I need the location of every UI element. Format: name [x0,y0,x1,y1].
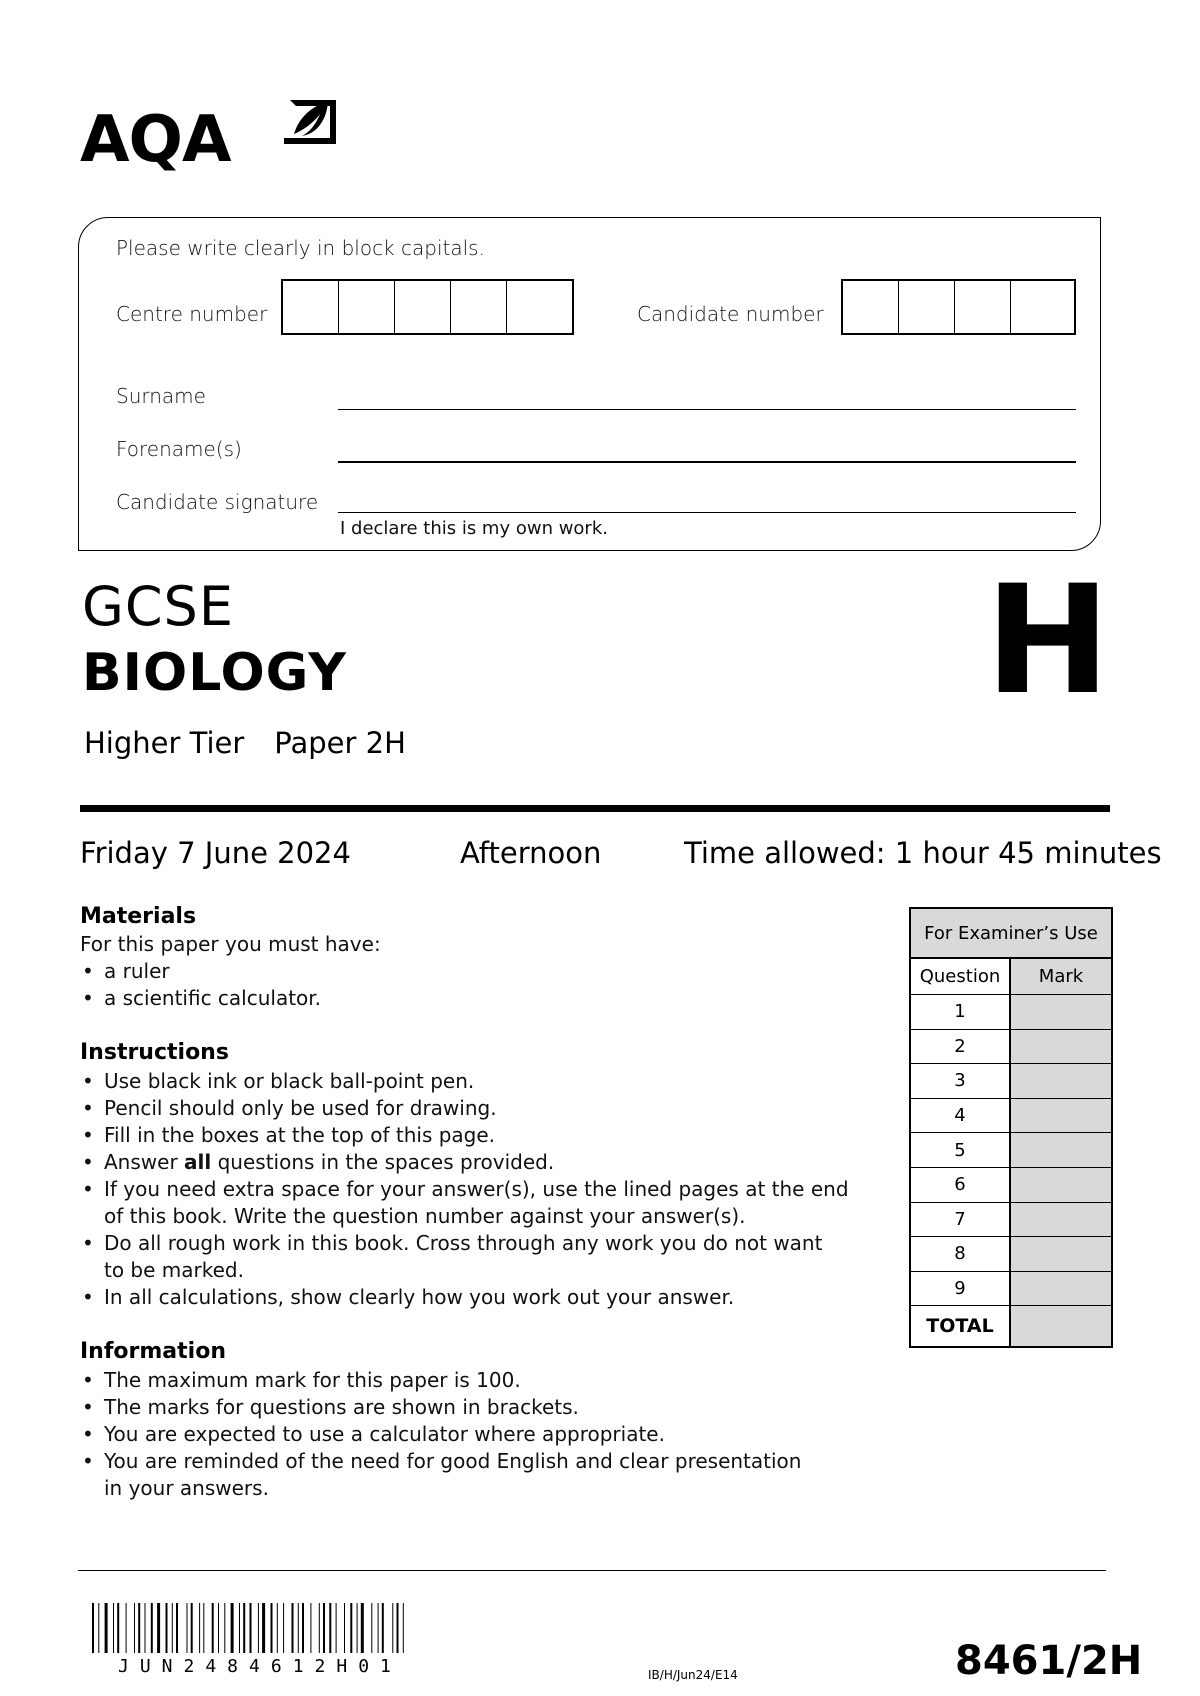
mark-cell [1011,1030,1111,1064]
list-item: • The marks for questions are shown in brackets. [80,1394,820,1421]
answer-rest: questions in the spaces provided. [217,1150,555,1174]
centre-digit-box[interactable] [395,281,451,333]
centre-digit-box[interactable] [339,281,395,333]
answer-emphasis: all [184,1150,212,1174]
mark-cell [1011,1237,1111,1271]
centre-number-label: Centre number [116,302,268,326]
mark-cell [1011,1099,1111,1133]
table-row [911,1272,1111,1307]
list-item: • Use black ink or black ball-point pen. [80,1068,870,1095]
table-row [911,1064,1111,1099]
question-number: 5 [911,1133,1011,1167]
list-item: • Pencil should only be used for drawing. [80,1095,870,1122]
mark-cell [1011,1272,1111,1306]
surname-label: Surname [116,384,206,408]
total-label: TOTAL [911,1306,1011,1346]
mark-cell [1011,995,1111,1029]
forenames-label: Forename(s) [116,437,242,461]
materials-heading: Materials [80,904,197,929]
aqa-leaf-icon [280,94,340,152]
exam-date: Friday 7 June 2024 [80,836,351,870]
barcode-icon [92,1603,504,1653]
time-allowed: Time allowed: 1 hour 45 minutes [684,836,1162,870]
table-row [911,995,1111,1030]
candidate-digit-box[interactable] [1011,281,1067,333]
surname-line[interactable] [338,409,1076,410]
candidate-digit-box[interactable] [899,281,955,333]
list-item: • If you need extra space for your answer(s), use the lined pages at the end of this book. Write the question number against your answer(s). [80,1176,870,1230]
candidate-digit-box[interactable] [955,281,1011,333]
table-row [911,1168,1111,1203]
declaration-text: I declare this is my own work. [340,518,608,539]
tier-letter: H [985,554,1111,728]
list-item: • Do all rough work in this book. Cross through any work you do not want to be marked. [80,1230,870,1284]
information-list [80,1367,820,1502]
instructions-list [80,1068,870,1311]
tier-paper [84,726,406,760]
table-row [911,1030,1111,1065]
question-number: 4 [911,1099,1011,1133]
list-item: • In all calculations, show clearly how you work out your answer. [80,1284,870,1311]
aqa-logo [80,90,350,190]
mark-cell [1011,1064,1111,1098]
document-reference: IB/H/Jun24/E14 [648,1668,738,1682]
table-row [911,1133,1111,1168]
centre-number-boxes[interactable] [281,279,574,335]
mark-cell [1011,1168,1111,1202]
list-item: • a scientific calculator. [80,985,860,1012]
table-row [911,1099,1111,1134]
mark-cell [1011,1203,1111,1237]
paper-label: Paper 2H [274,726,406,760]
list-item: • Fill in the boxes at the top of this page. [80,1122,870,1149]
examiner-use-table [909,907,1113,1348]
candidate-number-label: Candidate number [637,302,824,326]
question-number: 7 [911,1203,1011,1237]
title-divider [80,805,1110,812]
qualification-title: GCSE [82,575,234,638]
list-item: • You are reminded of the need for good English and clear presentation in your answers. [80,1448,820,1502]
materials-list [80,958,860,1012]
instructions-heading: Instructions [80,1040,229,1065]
mark-column-header: Mark [1038,966,1084,987]
tier-label: Higher Tier [84,726,245,760]
total-mark-cell [1011,1306,1111,1346]
list-item: • You are expected to use a calculator where appropriate. [80,1421,820,1448]
mark-cell [1011,1133,1111,1167]
list-item: • The maximum mark for this paper is 100. [80,1367,820,1394]
examiner-table-title: For Examiner’s Use [911,909,1111,959]
logo-text: AQA [80,103,231,177]
exam-session: Afternoon [460,836,602,870]
question-number: 2 [911,1030,1011,1064]
total-row [911,1306,1111,1346]
centre-digit-box[interactable] [451,281,507,333]
forenames-line[interactable] [338,461,1076,463]
barcode-number: JUN2484612H01 [118,1656,402,1677]
materials-intro: For this paper you must have: [80,932,381,956]
paper-code: 8461/2H [955,1638,1143,1684]
footer-divider [78,1570,1106,1571]
question-number: 6 [911,1168,1011,1202]
table-row [911,1203,1111,1238]
centre-digit-box[interactable] [507,281,563,333]
signature-label: Candidate signature [116,490,319,514]
candidate-number-boxes[interactable] [841,279,1076,335]
list-item: • a ruler [80,958,860,985]
list-item [80,1149,870,1176]
signature-line[interactable] [338,512,1076,513]
examiner-table-header [911,959,1111,995]
information-heading: Information [80,1339,226,1364]
answer-prefix: Answer [104,1150,185,1174]
table-row [911,1237,1111,1272]
subject-title: BIOLOGY [82,643,347,703]
question-number: 3 [911,1064,1011,1098]
question-number: 9 [911,1272,1011,1306]
question-number: 1 [911,995,1011,1029]
centre-digit-box[interactable] [283,281,339,333]
candidate-digit-box[interactable] [843,281,899,333]
question-number: 8 [911,1237,1011,1271]
block-capitals-instruction: Please write clearly in block capitals. [116,236,485,260]
question-column-header: Question [911,959,1011,994]
